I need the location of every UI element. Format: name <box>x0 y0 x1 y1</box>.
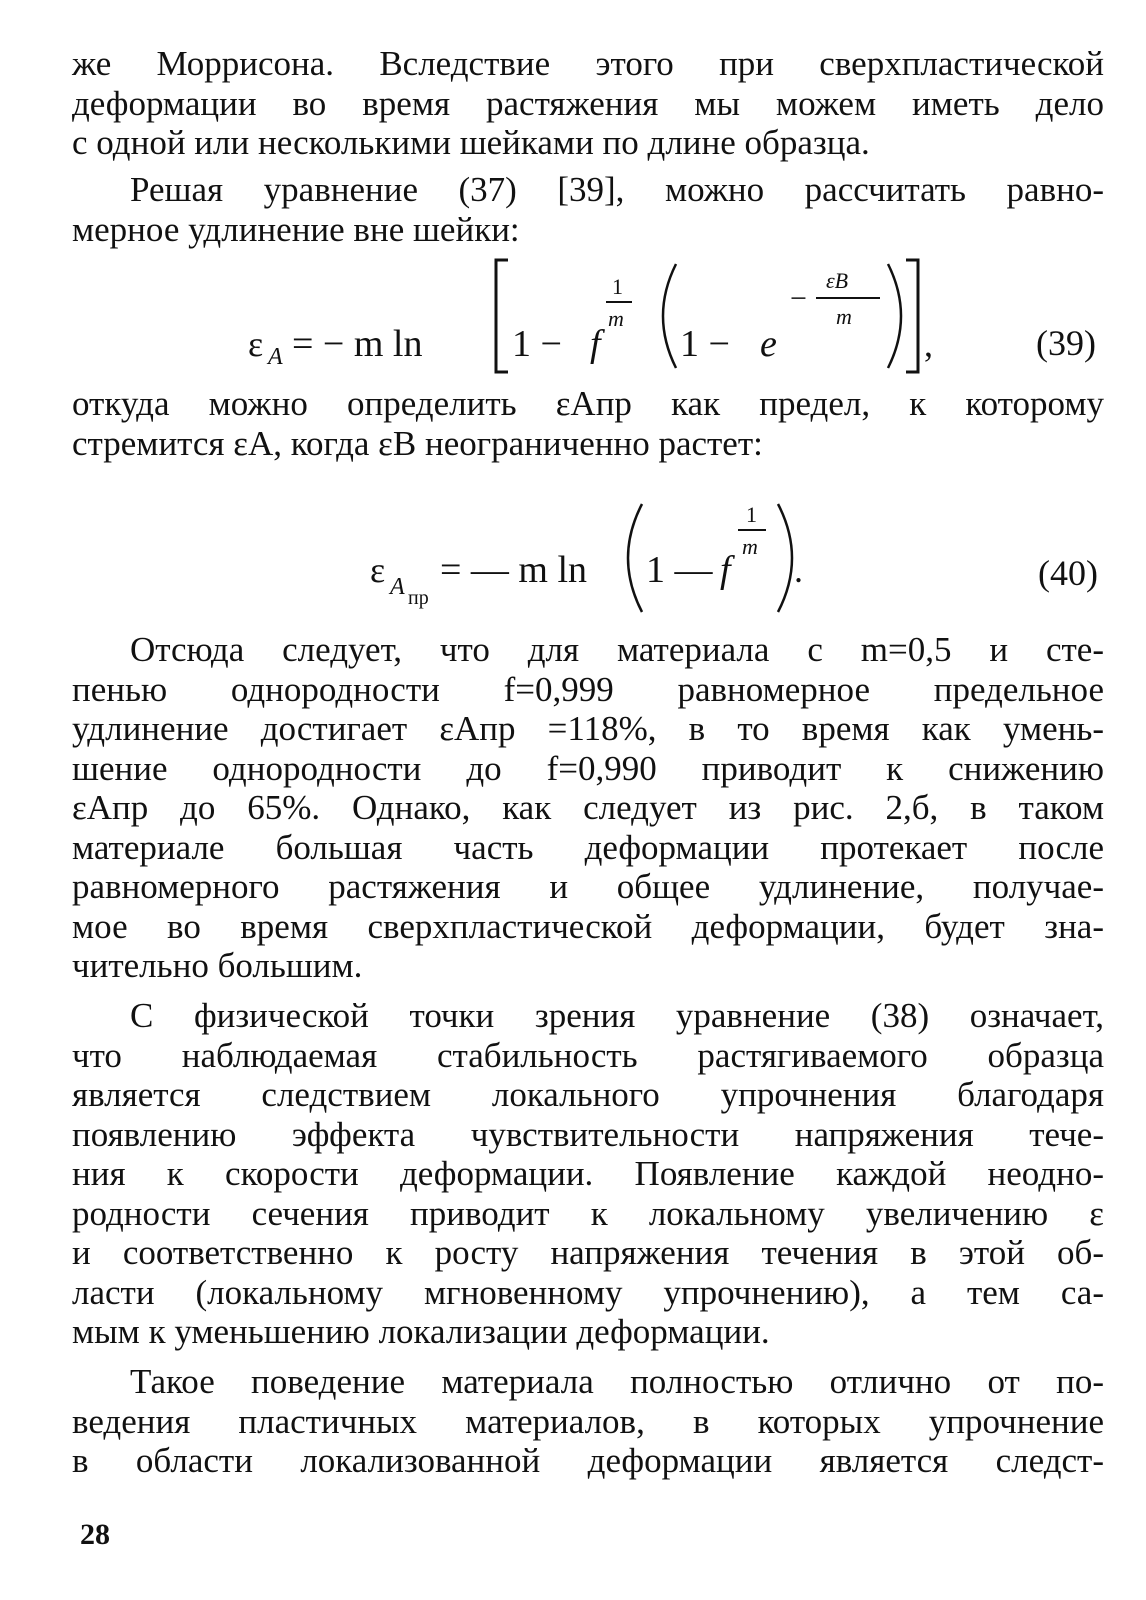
eq40-dot: . <box>794 550 803 590</box>
text-line: в области локализованной деформации является следст- <box>72 1441 1104 1480</box>
text-line: чительно большим. <box>72 946 363 985</box>
eq39-frac-den: m <box>608 306 624 331</box>
paren-left <box>663 264 676 368</box>
eq39-paren-one-minus: 1 − <box>680 323 730 365</box>
eq40-f: f <box>720 549 731 591</box>
eq40-frac-den: m <box>742 534 758 559</box>
text-line: ния к скорости деформации. Появление каждой неодно- <box>72 1154 1104 1193</box>
eq40-epsilon: ε <box>370 550 386 590</box>
eq39-exp-num: εB <box>826 268 849 293</box>
text-line: родности сечения приводит к локальному увеличению ε <box>72 1193 1104 1233</box>
eq39-one-minus: 1 − <box>512 323 562 365</box>
text-line: является следствием локального упрочнения благодаря <box>72 1075 1104 1114</box>
text-line: Отсюда следует, что для материала с m=0,5 и сте- <box>130 630 1104 669</box>
eq40-one-minus: 1 — <box>646 549 713 591</box>
eq40-sub-pr: пр <box>408 587 429 609</box>
text-line: ласти (локальному мгновенному упрочнению), а тем са- <box>72 1272 1104 1312</box>
text-line: откуда можно определить εAпр как предел, к которому <box>72 384 1104 423</box>
text-line: же Моррисона. Вследствие этого при сверхпластической <box>72 44 1104 83</box>
text-line: ведения пластичных материалов, в которых упрочнение <box>72 1401 1104 1441</box>
bracket-right <box>906 260 918 372</box>
eq39-f: f <box>590 323 601 365</box>
eq39-comma: , <box>924 324 933 364</box>
text-line: пенью однородности f=0,999 равномерное предельное <box>72 669 1104 709</box>
paragraph-3 <box>72 384 1104 463</box>
text-line: удлинение достигает εAпр =118%, в то время как умень- <box>72 709 1104 748</box>
eq39-exp-den: m <box>836 304 852 329</box>
paren-right <box>778 504 792 612</box>
text-line: стремится εA, когда εB неограниченно растет: <box>72 423 763 463</box>
eq40-eq-minus: = — m ln <box>440 549 588 591</box>
eq39-eq-minus: = − m ln <box>292 323 423 365</box>
text-line: мое во время сверхпластической деформации, будет зна- <box>72 906 1104 946</box>
text-line: с одной или несколькими шейками по длине образца. <box>72 123 870 162</box>
page-number: 28 <box>80 1518 110 1551</box>
equation-number-40: (40) <box>1038 553 1098 593</box>
paragraph-2 <box>72 170 1104 249</box>
equation-number-39: (39) <box>1036 323 1096 363</box>
eq39-sub-a: A <box>268 344 283 370</box>
eq39-exp-minus: − <box>790 282 807 315</box>
text-line: Решая уравнение (37) [39], можно рассчитать равно- <box>130 170 1104 209</box>
paragraph-6 <box>72 1362 1104 1481</box>
text-line: εAпр до 65%. Однако, как следует из рис. 2,б, в таком <box>72 788 1104 827</box>
eq40-frac-num: 1 <box>746 502 757 527</box>
text-line: деформации во время растяжения мы можем иметь дело <box>72 83 1104 123</box>
text-line: шение однородности до f=0,990 приводит к снижению <box>72 748 1104 788</box>
text-line: равномерного растяжения и общее удлинение, получае- <box>72 867 1104 906</box>
paren-right <box>888 264 901 368</box>
paragraph-1 <box>72 44 1104 163</box>
text-line: мерное удлинение вне шейки: <box>72 209 520 249</box>
eq39-frac-num: 1 <box>612 274 623 299</box>
text-line: С физической точки зрения уравнение (38) означает, <box>130 996 1104 1035</box>
eq39-e: e <box>760 323 777 365</box>
bracket-left <box>496 260 508 372</box>
text-line: что наблюдаемая стабильность растягиваемого образца <box>72 1035 1104 1075</box>
text-line: и соответственно к росту напряжения течения в этой об- <box>72 1233 1104 1272</box>
paren-left <box>628 504 642 612</box>
equation-39 <box>240 250 980 380</box>
equation-40 <box>370 498 830 618</box>
paragraph-4 <box>72 630 1104 986</box>
eq39-epsilon: ε <box>248 324 264 364</box>
paragraph-5 <box>72 996 1104 1352</box>
text-line: появлению эффекта чувствительности напряжения тече- <box>72 1114 1104 1154</box>
eq40-sub-a: A <box>390 574 405 600</box>
text-line: Такое поведение материала полностью отлично от по- <box>130 1362 1104 1401</box>
text-line: мым к уменьшению локализации деформации. <box>72 1312 770 1351</box>
text-line: материале большая часть деформации протекает после <box>72 827 1104 867</box>
